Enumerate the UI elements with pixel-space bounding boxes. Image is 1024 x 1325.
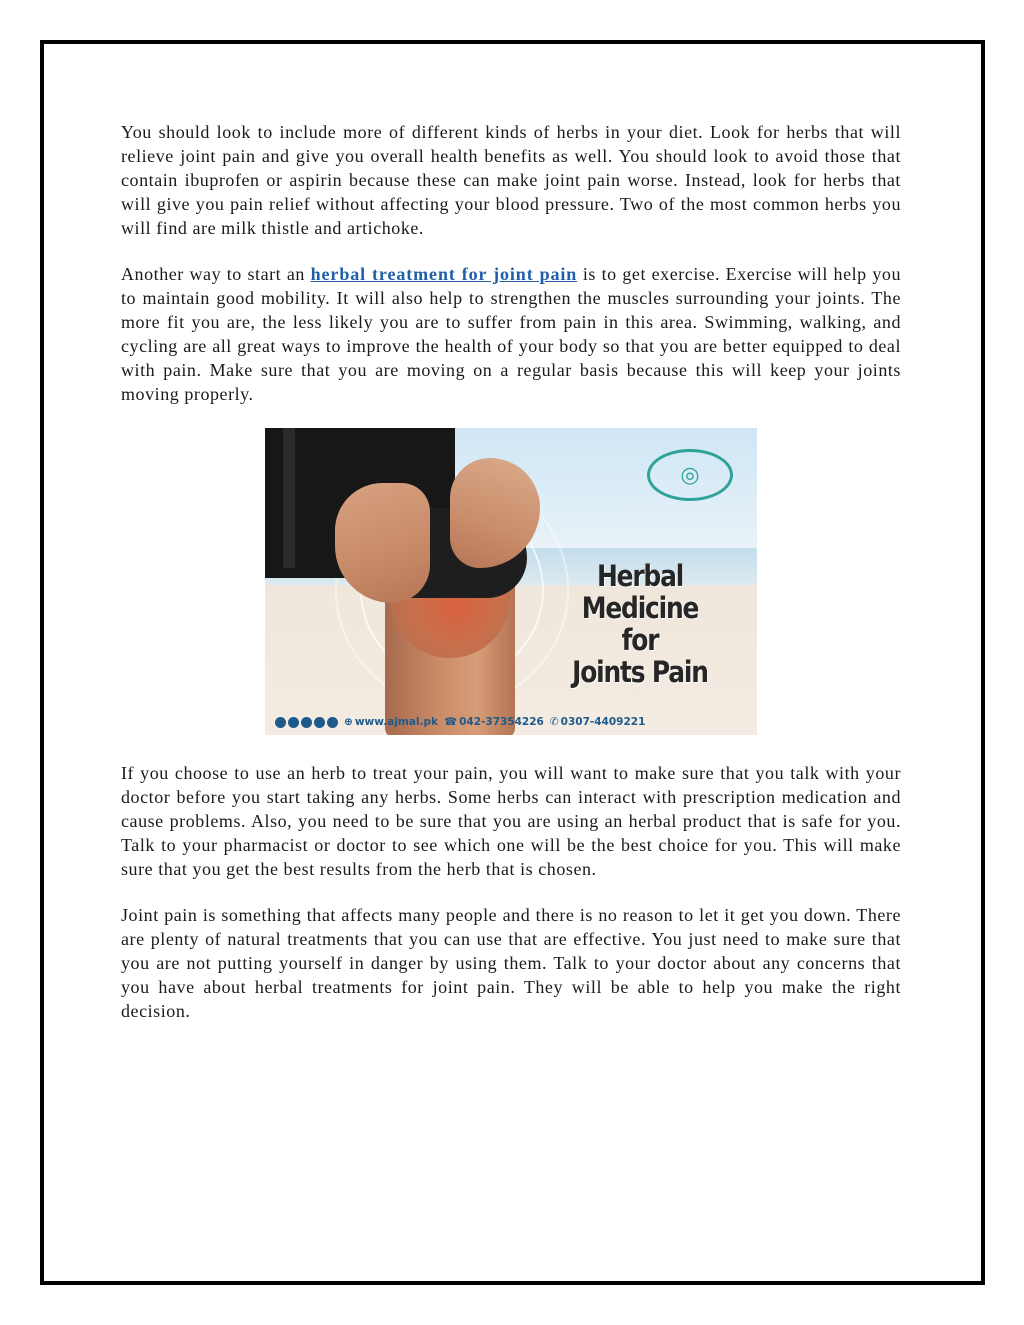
shorts-stripe [283, 428, 295, 568]
social-icons [275, 717, 338, 728]
facebook-icon [275, 717, 286, 728]
paragraph-exercise-intro: Another way to start an [121, 264, 311, 284]
document-body [121, 120, 901, 1045]
paragraph-exercise [121, 262, 901, 406]
phone-icon: ✆ [549, 716, 559, 728]
banner-headline [550, 560, 731, 688]
mobile-item [550, 716, 646, 728]
paragraph-exercise-body: is to get exercise. Exercise will help you to maintain good mobility. It will also help to strengthen the muscles surrounding your joints. The more fit you are, the less likely you are to suffer from pain in this area. Swimming, walking, and cycling are all great ways to improve the health of your body so that you are better equipped to deal with pain. Make sure that you are moving on a regular basis because this will keep your joints moving properly. [121, 264, 902, 404]
ajmal-logo-icon [645, 440, 735, 510]
banner-contact-bar [265, 709, 757, 735]
telephone-icon: ☎ [444, 716, 458, 728]
landline-item [444, 716, 544, 728]
globe-icon: ⊕ [344, 716, 353, 728]
herbal-treatment-link[interactable]: herbal treatment for joint pain [310, 264, 578, 284]
linkedin-icon [327, 717, 338, 728]
instagram-icon [288, 717, 299, 728]
mobile-text: 0307-4409221 [560, 716, 646, 728]
website-item [344, 716, 438, 728]
paragraph-conclusion: Joint pain is something that affects many people and there is no reason to let it get you down. There are plenty of natural treatments that you can use that are effective. You just need to make sure that you are not putting yourself in danger by using them. Talk to your doctor about any concerns that you have about herbal treatments for joint pain. They will be able to help you make the right decision. [121, 905, 901, 1021]
banner-headline-line2: for [621, 623, 659, 657]
paragraph-consult-doctor: If you choose to use an herb to treat your pain, you will want to make sure that you talk with your doctor before you start taking any herbs. Some herbs can interact with prescription medication and cause problems. Also, you need to be sure that you are using an herbal product that is safe for you. Talk to your pharmacist or doctor to see which one will be the best choice for you. This will make sure that you get the best results from the herb that is chosen. [121, 763, 901, 879]
youtube-icon [314, 717, 325, 728]
paragraph-herbs-diet: You should look to include more of different kinds of herbs in your diet. Look for herbs that will relieve joint pain and give you overall health benefits as well. You should look to avoid those that contain ibuprofen or aspirin because these can make joint pain worse. Instead, look for herbs that will give you pain relief without affecting your blood pressure. Two of the most common herbs you will find are milk thistle and artichoke. [121, 122, 901, 238]
logo-badge: ◎ [647, 449, 733, 501]
landline-text: 042-37354226 [459, 716, 544, 728]
banner-headline-line1: Herbal Medicine [581, 559, 699, 625]
website-text: www.ajmal.pk [354, 716, 439, 728]
twitter-icon [301, 717, 312, 728]
herbal-medicine-banner-image [265, 428, 757, 735]
banner-headline-line3: Joints Pain [572, 655, 708, 689]
